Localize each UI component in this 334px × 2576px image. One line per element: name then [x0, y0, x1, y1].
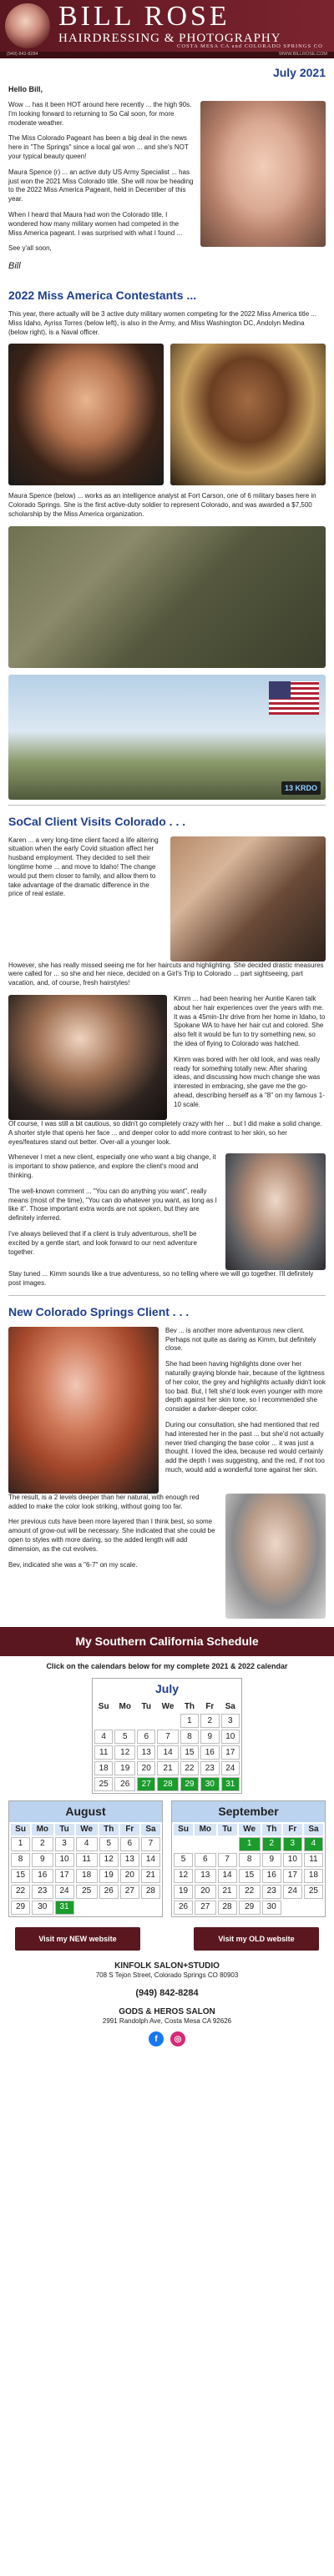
weekday-label: Fr	[205, 1701, 215, 1711]
calendar-month-title: September	[172, 1801, 325, 1822]
weekday-label: Sa	[145, 1825, 156, 1835]
contact-strip	[0, 52, 334, 58]
calendar-day: 23	[262, 1885, 281, 1899]
army-portrait-image	[8, 526, 326, 668]
calendar-day: 12	[99, 1853, 119, 1867]
header-banner	[0, 0, 334, 52]
calendar-day: 14	[157, 1745, 178, 1760]
website-buttons	[0, 1917, 334, 1961]
calendar-day: 18	[76, 1869, 98, 1883]
calendar-day: 26	[174, 1901, 193, 1915]
newco-paragraph-4: The result, is a 2 levels deeper than her natural, with enough red added to make the color look striking, without going too far.	[8, 1493, 200, 1510]
salon1-address: 708 S Tejon Street, Colorado Springs CO 80903	[95, 1971, 239, 1980]
calendar-empty-cell	[174, 1837, 193, 1851]
calendar-day: 29	[180, 1777, 199, 1791]
weekday-label: Mo	[36, 1825, 49, 1835]
calendar-day: 29	[239, 1901, 261, 1915]
calendar-day: 15	[11, 1869, 30, 1883]
logo-portrait	[5, 3, 50, 48]
divider	[8, 805, 326, 806]
facebook-icon[interactable]: f	[149, 2031, 164, 2046]
flag-icon	[269, 681, 319, 715]
calendar-day: 11	[304, 1853, 323, 1867]
calendar-day: 3	[221, 1714, 240, 1728]
calendar-day: 20	[137, 1761, 155, 1775]
weekday-label: Th	[104, 1825, 114, 1835]
socal-paragraph-2: However, she has really missed seeing me for her haircuts and highlighting. She decided drastic measures were called for ... so she and her niece, decided on a Girl's Trip to Colorado ... part sightseeing, part vacation, and, of course, fresh hairstyles!	[8, 961, 324, 987]
calendar-day: 7	[157, 1730, 178, 1744]
calendar-day: 23	[200, 1761, 219, 1775]
calendar-day: 3	[55, 1837, 74, 1851]
newco-paragraph-2: She had been having highlights done over her naturally graying blonde hair, because of the lightness of her color, the grey and highlights actually didn't look too bad. But, I felt she'd look even younger with more depth against her skin tone, so I recommended she consider a darker-deeper color.	[165, 1360, 326, 1414]
calendar-day: 5	[99, 1837, 119, 1851]
calendar-empty-cell	[195, 1837, 215, 1851]
weekday-label: Mo	[119, 1701, 131, 1711]
divider	[8, 1295, 326, 1296]
weekday-label: Th	[266, 1825, 277, 1835]
calendar-day: 23	[32, 1885, 53, 1899]
contestants-paragraph-1: This year, there actually will be 3 active duty military women competing for the 2022 Miss America title ... Miss Idaho, Ayriss Torres (below left), is also in the Army, and Miss Washington DC, Andolyn Medina (below right), is a Naval officer.	[8, 309, 317, 336]
calendar-day: 19	[99, 1869, 119, 1883]
kimm-portrait-image	[8, 995, 167, 1120]
calendar-day: 6	[195, 1853, 215, 1867]
month-label: July 2021	[272, 66, 326, 79]
calendar-day: 30	[262, 1901, 281, 1915]
calendar-day: 7	[218, 1853, 237, 1867]
calendar-day: 11	[94, 1745, 113, 1760]
calendar-day: 28	[218, 1901, 237, 1915]
social-links	[0, 2031, 334, 2046]
weekday-label: We	[243, 1825, 256, 1835]
calendar-day: 14	[141, 1853, 160, 1867]
calendar-day: 4	[304, 1837, 323, 1851]
visit-old-website-button[interactable]: Visit my OLD website	[194, 1927, 319, 1951]
calendar-empty-cell	[141, 1901, 160, 1915]
socal-paragraph-9: Stay tuned ... Kimm sounds like a true adventuress, so no telling where we will go together. I'll definitely post images.	[8, 1270, 314, 1288]
calendar-day: 19	[174, 1885, 193, 1899]
calendar-day: 8	[239, 1853, 261, 1867]
salon2-name: GODS & HEROS SALON	[119, 2006, 215, 2016]
socal-paragraph-5: Of course, I was still a bit cautious, so didn't go completely crazy with her ... but I did make a solid change. A shorter style that opens her face ... and deeper color to add more contrast to her skin, so her eyes/features stand out better. Over-all a younger look.	[8, 1119, 322, 1146]
calendar-day: 27	[120, 1885, 139, 1899]
schedule-note[interactable]: Click on the calendars below for my complete 2021 & 2022 calendar	[46, 1661, 288, 1670]
calendar-day: 29	[11, 1901, 30, 1915]
calendar-day: 22	[180, 1761, 199, 1775]
calendar-month-title: July	[93, 1679, 241, 1700]
instagram-icon[interactable]: ◎	[170, 2031, 185, 2046]
calendar-day: 6	[137, 1730, 155, 1744]
calendar-day: 16	[262, 1869, 281, 1883]
weekday-label: Su	[178, 1825, 189, 1835]
calendar-empty-cell	[304, 1901, 323, 1915]
calendar-day: 16	[32, 1869, 53, 1883]
intro-paragraph-1: Wow ... has it been HOT around here recently ... the high 90s. I'm looking forward to returning to So Cal soon, for more moderate weather.	[8, 101, 192, 127]
calendar-day: 10	[55, 1853, 74, 1867]
salon2-address: 2991 Randolph Ave, Costa Mesa CA 92626	[102, 2017, 232, 2026]
calendar-empty-cell	[114, 1714, 135, 1728]
calendar-month-title: August	[9, 1801, 162, 1822]
calendar-day: 28	[157, 1777, 178, 1791]
socal-paragraph-8: I've always believed that if a client is truly adventurous, she'll be excited by a gentle start, and look forward to our next adventure together.	[8, 1229, 197, 1256]
calendar-day: 8	[180, 1730, 199, 1744]
calendar-day: 31	[221, 1777, 240, 1791]
calendar-day: 20	[120, 1869, 139, 1883]
calendar-day: 25	[76, 1885, 98, 1899]
weekday-label: Th	[184, 1701, 195, 1711]
calendar-day: 13	[120, 1853, 139, 1867]
weekday-label: Su	[15, 1825, 26, 1835]
brand-location: COSTA MESA CA and COLORADO SPRINGS CO	[177, 43, 323, 49]
calendar-day: 30	[200, 1777, 219, 1791]
calendar-empty-cell	[120, 1901, 139, 1915]
calendar-empty-cell	[218, 1837, 237, 1851]
calendar-day: 21	[157, 1761, 178, 1775]
calendar-day: 16	[200, 1745, 219, 1760]
calendar-day: 21	[141, 1869, 160, 1883]
greeting: Hello Bill,	[8, 84, 43, 93]
calendar-day: 11	[76, 1853, 98, 1867]
bev-after-image	[225, 1494, 326, 1619]
calendar-empty-cell	[137, 1714, 155, 1728]
helicopter-crown-image	[8, 675, 326, 800]
calendar-day: 17	[283, 1869, 302, 1883]
calendar-day: 24	[55, 1885, 74, 1899]
calendar-day: 9	[32, 1853, 53, 1867]
calendar-day: 24	[221, 1761, 240, 1775]
miss-dc-image	[170, 344, 326, 485]
calendar-day: 10	[283, 1853, 302, 1867]
visit-new-website-button[interactable]: Visit my NEW website	[15, 1927, 140, 1951]
calendar-day: 14	[218, 1869, 237, 1883]
socal-paragraph-3: Kimm ... had been hearing her Auntie Karen talk about her hair experiences over the years with me. It was a 45min-1hr drive from her home in Idaho, to Spokane WA to have her hair cut and colored. She also felt it would be fun to try something new, so the idea of flying to Colorado was hatched.	[174, 994, 326, 1047]
calendar-day: 10	[221, 1730, 240, 1744]
calendar-day: 22	[11, 1885, 30, 1899]
calendar-day: 20	[195, 1885, 215, 1899]
calendar-day: 18	[304, 1869, 323, 1883]
newco-paragraph-6: Bev, indicated she was a "6-7" on my scale.	[8, 1560, 138, 1569]
contestants-paragraph-2: Maura Spence (below) ... works as an intelligence analyst at Fort Carson, one of 6 military bases here in Colorado Springs. She is the first active-duty soldier to represent Colorado, and was awarded a $7,500 scholarship by the Miss America organization.	[8, 492, 316, 518]
calendar-day: 19	[114, 1761, 135, 1775]
calendar-day: 21	[218, 1885, 237, 1899]
header-phone[interactable]: (949) 842-8284	[7, 52, 38, 58]
calendar-day: 2	[32, 1837, 53, 1851]
header-site[interactable]: WWW.BILLROSE.COM	[278, 52, 327, 58]
salon1-name: KINFOLK SALON+STUDIO	[114, 1961, 220, 1971]
calendar-day: 5	[174, 1853, 193, 1867]
socal-paragraph-6: Whenever I met a new client, especially one who want a big change, it is important to show patience, and explore the client's mood and thinking.	[8, 1153, 216, 1179]
socal-title: SoCal Client Visits Colorado . . .	[8, 814, 186, 828]
calendar-day: 2	[262, 1837, 281, 1851]
weekday-label: Fr	[125, 1825, 134, 1835]
calendar-day: 12	[114, 1745, 135, 1760]
intro-paragraph-4: When I heard that Maura had won the Colorado title, I wondered how many military women had competed in the Miss America pageant. I was surprised with what I found ...	[8, 211, 183, 237]
newco-paragraph-3: During our consultation, she had mentioned that red had interested her in the past ... but she'd not actually never tried changing the base color ... it was just a thought. I loved the idea, because red would certainly add the depth I was suggesting, and the red, if not too much, would add a wonderful tone against her skin.	[165, 1421, 325, 1474]
weekday-label: We	[80, 1825, 94, 1835]
socal-paragraph-4: Kimm was bored with her old look, and was really ready for something totally new. After sharing ideas, and discussing how much change she was interested in embracing, she gave me the go-ahead, describing herself as a "8" on my famous 1-10 scale.	[174, 1055, 325, 1108]
socal-paragraph-7: The well-known comment ... "You can do anything you want", really means (most of the time), "You can do whatever you want, as long as I like it". Those important extra words are not spoken, but they are definitely inferred.	[8, 1187, 217, 1223]
brand-name: BILL ROSE	[58, 1, 230, 32]
calendar-day: 24	[283, 1885, 302, 1899]
calendar-day: 27	[195, 1901, 215, 1915]
calendar-day: 6	[120, 1837, 139, 1851]
calendar-empty-cell	[283, 1901, 302, 1915]
calendar-day: 28	[141, 1885, 160, 1899]
client-group-image	[170, 836, 326, 962]
calendar-day: 8	[11, 1853, 30, 1867]
weekday-label: Sa	[308, 1825, 319, 1835]
newco-paragraph-5: Her previous cuts have been more layered than I think best, so some amount of grow-out will be necessary. She indicated that she could be open to styles with more daring, so the added length will add dimension, as the cut evolves.	[8, 1518, 215, 1553]
calendar-empty-cell	[94, 1714, 113, 1728]
calendar-day: 4	[76, 1837, 98, 1851]
karen-portrait-image	[225, 1153, 326, 1270]
miss-idaho-image	[8, 344, 164, 485]
weekday-label: Mo	[199, 1825, 212, 1835]
calendar-july[interactable]	[92, 1678, 242, 1794]
calendar-day: 26	[114, 1777, 135, 1791]
calendar-day: 27	[137, 1777, 155, 1791]
calendar-day: 1	[239, 1837, 261, 1851]
calendar-day: 13	[137, 1745, 155, 1760]
socal-paragraph-1: Karen ... a very long-time client faced a life altering situation when the early Covid situation affect her husband employment. They decided to sell their longtime home ... and move to Idaho! The change would put them closer to family, and allow them to take advantage of the dramatic difference in the price of real estate.	[8, 836, 159, 898]
calendar-day: 2	[200, 1714, 219, 1728]
beauty-portrait-image	[200, 101, 326, 247]
schedule-title: My Southern California Schedule	[0, 1627, 334, 1656]
calendar-day: 15	[180, 1745, 199, 1760]
calendar-september[interactable]	[171, 1800, 326, 1916]
signature: Bill	[8, 261, 21, 272]
bev-portrait-image	[8, 1327, 159, 1494]
weekday-label: We	[161, 1701, 175, 1711]
footer-phone[interactable]: (949) 842-8284	[135, 1988, 199, 1999]
contestants-title: 2022 Miss America Contestants ...	[8, 289, 197, 303]
brand-subtitle: HAIRDRESSING & PHOTOGRAPHY	[58, 32, 281, 45]
news-badge: 13 KRDO	[281, 781, 321, 795]
calendar-day: 17	[55, 1869, 74, 1883]
calendar-day: 1	[11, 1837, 30, 1851]
newco-title: New Colorado Springs Client . . .	[8, 1304, 190, 1318]
calendar-empty-cell	[99, 1901, 119, 1915]
calendar-day: 17	[221, 1745, 240, 1760]
weekday-label: Tu	[59, 1825, 69, 1835]
calendar-day: 25	[94, 1777, 113, 1791]
intro-section	[0, 84, 334, 279]
calendar-day: 9	[200, 1730, 219, 1744]
calendar-day: 3	[283, 1837, 302, 1851]
calendar-empty-cell	[157, 1714, 178, 1728]
calendar-day: 25	[304, 1885, 323, 1899]
calendar-day: 9	[262, 1853, 281, 1867]
weekday-label: Fr	[288, 1825, 297, 1835]
calendar-day: 31	[55, 1901, 74, 1915]
newco-paragraph-1: Bev ... is another more adventurous new client. Perhaps not quite as daring as Kimm, but definitely close.	[165, 1326, 316, 1353]
weekday-label: Tu	[222, 1825, 232, 1835]
intro-paragraph-3: Maura Spence (r) ... an active duty US Army Specialist ... has just won the 2021 Miss Colorado title. She will now be heading to the 2022 Miss America Pageant, held in December of this year.	[8, 168, 194, 203]
calendar-day: 22	[239, 1885, 261, 1899]
calendar-day: 18	[94, 1761, 113, 1775]
weekday-label: Sa	[225, 1701, 235, 1711]
footer	[0, 1961, 334, 2055]
calendar-day: 1	[180, 1714, 199, 1728]
calendar-day: 13	[195, 1869, 215, 1883]
intro-paragraph-2: The Miss Colorado Pageant has been a big deal in the news here in "The Springs" since a local gal won ... and she's NOT your typical beauty queen!	[8, 134, 189, 161]
calendar-day: 30	[32, 1901, 53, 1915]
calendar-day: 4	[94, 1730, 113, 1744]
weekday-label: Su	[98, 1701, 109, 1711]
calendar-day: 26	[99, 1885, 119, 1899]
calendar-august[interactable]	[8, 1800, 163, 1916]
calendar-day: 12	[174, 1869, 193, 1883]
calendar-empty-cell	[76, 1901, 98, 1915]
calendar-day: 5	[114, 1730, 135, 1744]
intro-paragraph-5: See y'all soon,	[8, 244, 52, 253]
weekday-label: Tu	[141, 1701, 151, 1711]
calendar-day: 7	[141, 1837, 160, 1851]
calendar-day: 15	[239, 1869, 261, 1883]
